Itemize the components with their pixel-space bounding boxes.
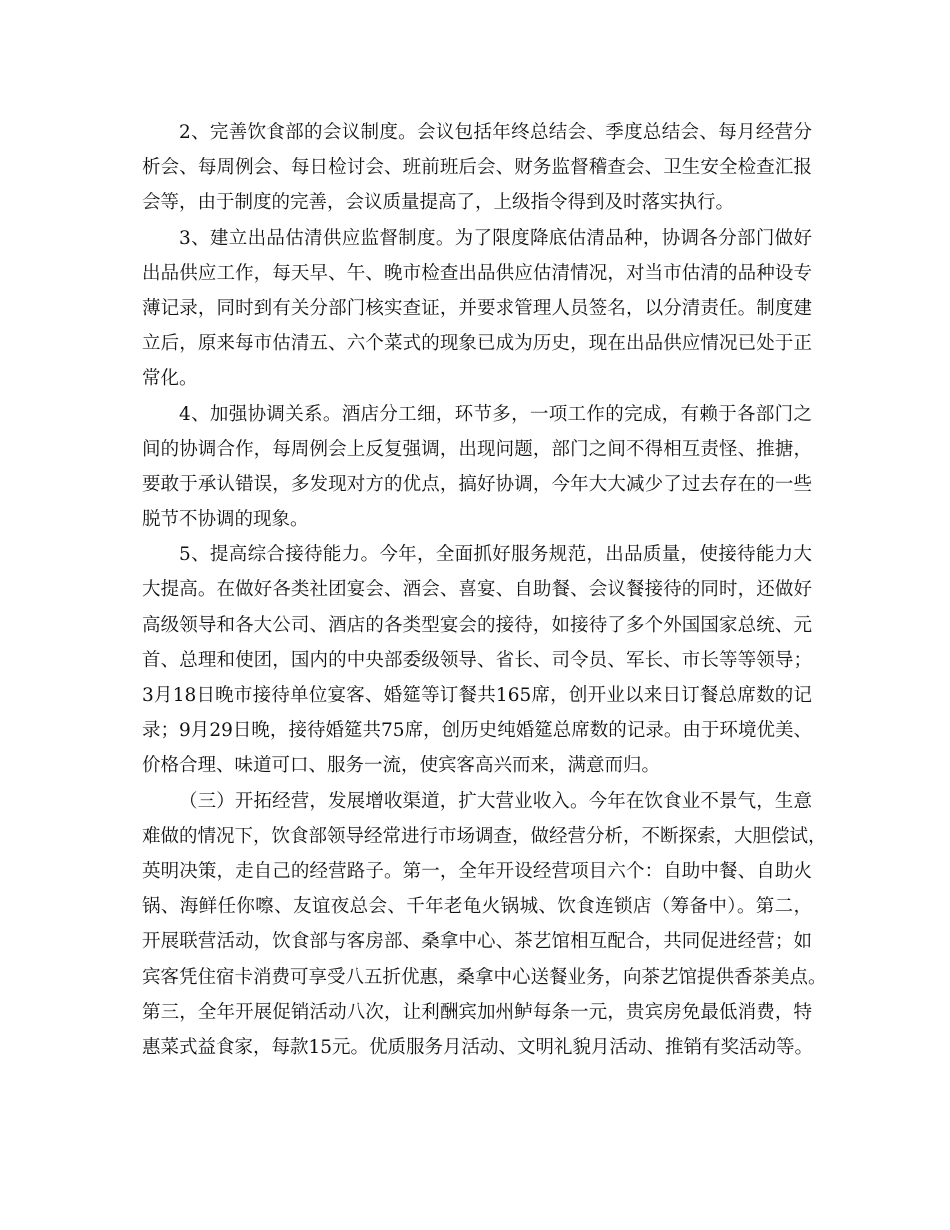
text-line: 高级领导和各大公司、酒店的各类型宴会的接待，如接待了多个外国国家总统、元 xyxy=(142,614,812,636)
text-line: 间的协调合作，每周例会上反复强调，出现问题，部门之间不得相互责怪、推搪， xyxy=(142,438,812,460)
paragraph-4-coordination xyxy=(142,397,812,538)
text-line: 价格合理、味道可口、服务一流，使宾客高兴而来，满意而归。 xyxy=(142,755,661,777)
text-line: 常化。 xyxy=(142,368,198,390)
paragraph-3-business-expansion xyxy=(142,784,827,1066)
text-line: 2、完善饮食部的会议制度。会议包括年终总结会、季度总结会、每月经营分 xyxy=(179,122,812,143)
text-line: 英明决策，走自己的经营路子。第一，全年开设经营项目六个：自助中餐、自助火 xyxy=(142,860,812,882)
text-line: 首、总理和使团，国内的中央部委级领导、省长、司令员、军长、市长等等领导； xyxy=(142,649,812,671)
text-line: 第三，全年开展促销活动八次，让利酬宾加州鲈每条一元，贵宾房免最低消费，特 xyxy=(142,1001,812,1023)
text-line: 4、加强协调关系。酒店分工细，环节多，一项工作的完成，有赖于各部门之 xyxy=(179,403,812,425)
text-line: 要敢于承认错误，多发现对方的优点，搞好协调，今年大大减少了过去存在的一些 xyxy=(142,473,812,495)
text-line: 析会、每周例会、每日检讨会、班前班后会、财务监督稽查会、卫生安全检查汇报 xyxy=(142,157,812,179)
paragraph-5-reception-capacity xyxy=(142,537,812,783)
text-line: 薄记录，同时到有关分部门核实查证，并要求管理人员签名，以分清责任。制度建 xyxy=(142,297,812,319)
text-line: 会等，由于制度的完善，会议质量提高了，上级指令得到及时落实执行。 xyxy=(142,192,735,214)
text-line: 锅、海鲜任你嚓、友谊夜总会、千年老龟火锅城、饮食连锁店（筹备中）。第二， xyxy=(142,896,812,918)
text-line: 立后，原来每市估清五、六个菜式的现象已成为历史，现在出品供应情况已处于正 xyxy=(142,333,812,355)
text-line: 脱节不协调的现象。 xyxy=(142,509,309,531)
text-line: 开展联营活动，饮食部与客房部、桑拿中心、茶艺馆相互配合，共同促进经营；如 xyxy=(142,931,812,953)
text-line: 大提高。在做好各类社团宴会、酒会、喜宴、自助餐、会议餐接待的同时，还做好 xyxy=(142,579,812,601)
document-page xyxy=(142,115,827,1065)
text-line: 录；9月29日晚，接待婚筵共75席，创历史纯婚筵总席数的记录。由于环境优美、 xyxy=(142,720,812,742)
text-line: 5、提高综合接待能力。今年，全面抓好服务规范，出品质量，使接待能力大 xyxy=(179,544,812,566)
text-line: 3、建立出品估清供应监督制度。为了限度降底估清品种，协调各分部门做好 xyxy=(179,227,812,249)
text-line: （三）开拓经营，发展增收渠道，扩大营业收入。今年在饮食业不景气，生意 xyxy=(179,790,812,812)
text-line: 3月18日晚市接待单位宴客、婚筵等订餐共165席，创开业以来日订餐总席数的记 xyxy=(142,685,812,706)
text-line: 惠菜式益食家，每款15元。优质服务月活动、文明礼貌月活动、推销有奖活动等。 xyxy=(142,1036,814,1058)
paragraph-3-supply-supervision xyxy=(142,221,812,397)
text-line: 难做的情况下，饮食部领导经常进行市场调查，做经营分析，不断探索，大胆偿试， xyxy=(142,825,827,847)
paragraph-2-meeting-system xyxy=(142,115,812,221)
text-line: 宾客凭住宿卡消费可享受八五折优惠，桑拿中心送餐业务，向茶艺馆提供香茶美点。 xyxy=(142,966,827,988)
text-line: 出品供应工作，每天早、午、晚市检查出品供应估清情况，对当市估清的品种设专 xyxy=(142,262,812,284)
